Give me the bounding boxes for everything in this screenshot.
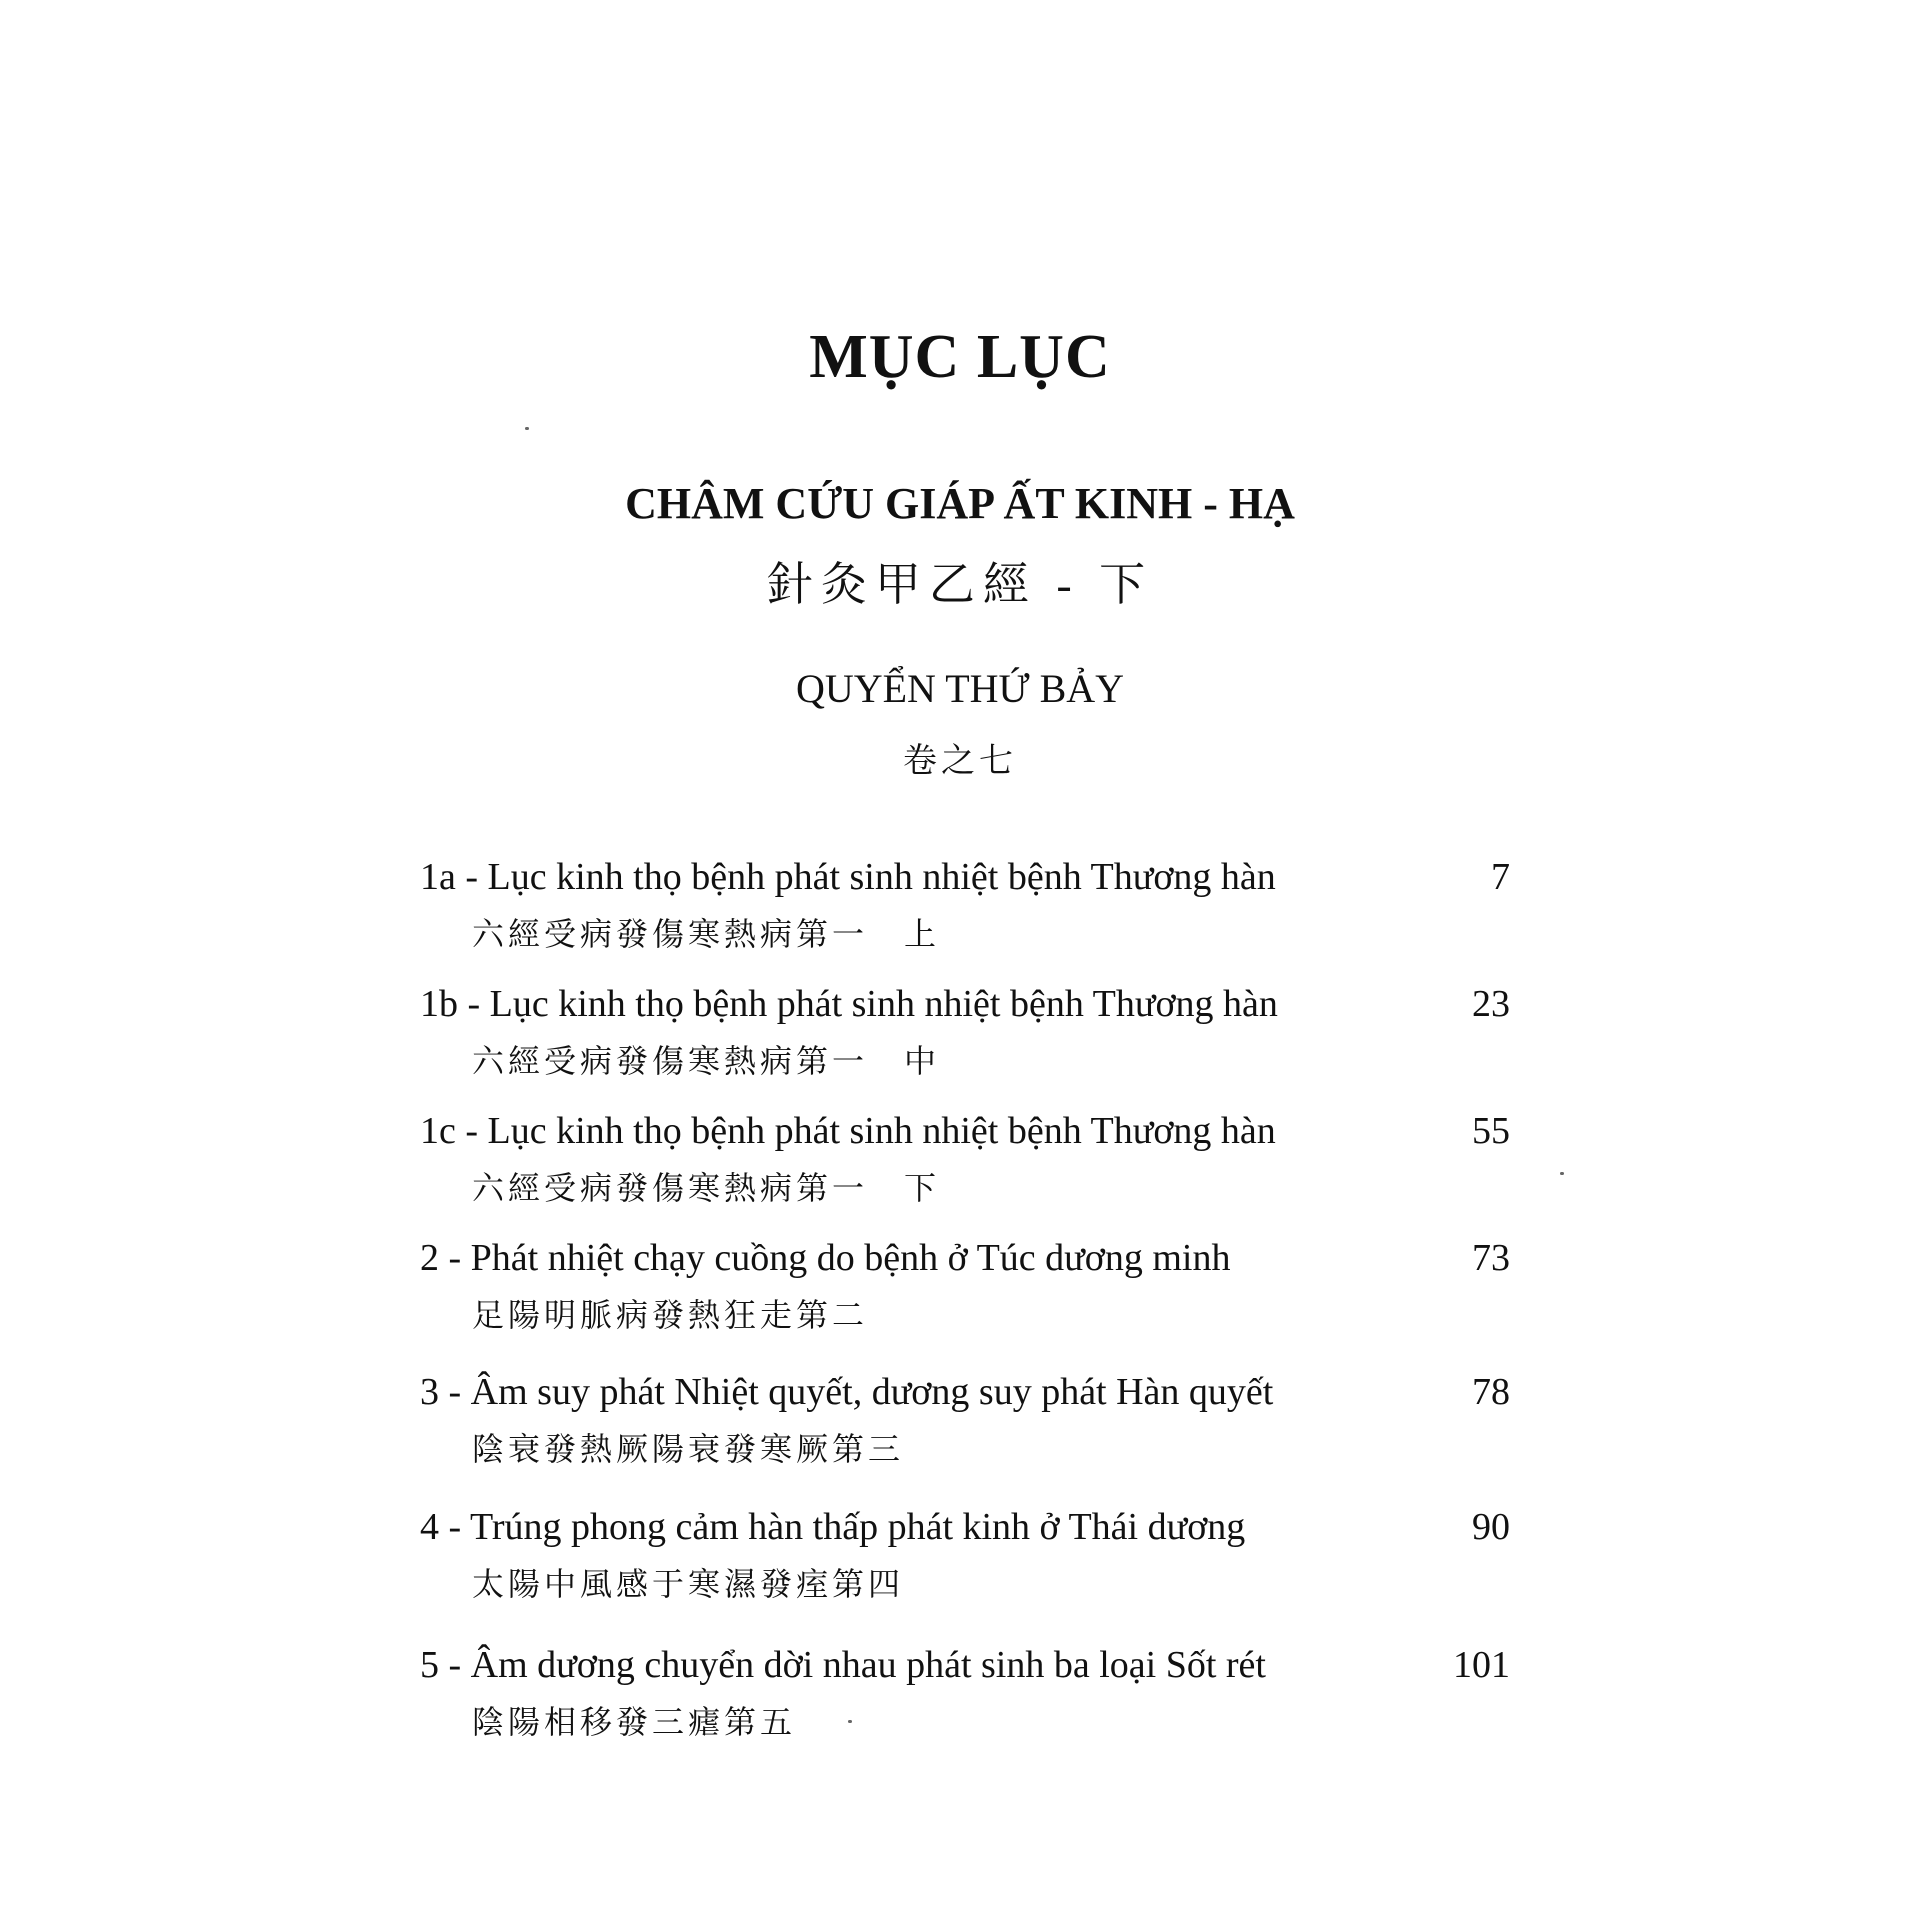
toc-entry-title: 5 - Âm dương chuyển dời nhau phát sinh ba loại Sốt rét <box>420 1644 1266 1686</box>
scan-speck <box>525 427 529 430</box>
toc-entry[interactable] <box>420 1367 1510 1471</box>
toc-entry[interactable] <box>420 979 1510 1083</box>
toc-entry-title: 1c - Lục kinh thọ bệnh phát sinh nhiệt bệnh Thương hàn <box>420 1110 1276 1152</box>
book-title-chinese: 針灸甲乙經 - 下 <box>766 559 1154 610</box>
toc-entry-chinese-title: 陰陽相移發三瘧第五 <box>472 1704 797 1740</box>
toc-entry-page: 90 <box>1472 1506 1510 1548</box>
toc-entry-page: 7 <box>1491 856 1510 898</box>
toc-entry-title: 1a - Lục kinh thọ bệnh phát sinh nhiệt bệnh Thương hàn <box>420 856 1276 898</box>
toc-entry-chinese-title: 陰衰發熱厥陽衰發寒厥第三 <box>472 1431 905 1467</box>
toc-entry-page: 73 <box>1472 1237 1510 1279</box>
toc-entry[interactable] <box>420 1640 1510 1744</box>
toc-entry-chinese-title: 六經受病發傷寒熱病第一 中 <box>472 1043 941 1079</box>
toc-entry[interactable] <box>420 1106 1510 1210</box>
toc-entry-title: 2 - Phát nhiệt chạy cuồng do bệnh ở Túc dương minh <box>420 1237 1231 1279</box>
toc-entry[interactable] <box>420 1502 1510 1606</box>
toc-entry-chinese-title: 太陽中風感于寒濕發痓第四 <box>472 1566 905 1602</box>
toc-entry-chinese-title: 六經受病發傷寒熱病第一 下 <box>472 1170 941 1206</box>
toc-entry-page: 23 <box>1472 983 1510 1025</box>
book-title: CHÂM CỨU GIÁP ẤT KINH - HẠ <box>625 479 1295 528</box>
page-title: MỤC LỤC <box>809 323 1111 391</box>
volume-title-chinese: 卷之七 <box>903 743 1017 780</box>
toc-entry-page: 101 <box>1453 1644 1510 1686</box>
scan-speck <box>1560 1172 1564 1175</box>
toc-entry-chinese-title: 足陽明脈病發熱狂走第二 <box>472 1297 869 1333</box>
toc-entry-page: 55 <box>1472 1110 1510 1152</box>
scan-speck <box>848 1720 852 1723</box>
toc-entry-chinese-title: 六經受病發傷寒熱病第一 上 <box>472 916 941 952</box>
toc-entry[interactable] <box>420 852 1510 956</box>
toc-entry-title: 1b - Lục kinh thọ bệnh phát sinh nhiệt bệnh Thương hàn <box>420 983 1278 1025</box>
volume-title: QUYỂN THỨ BẢY <box>795 666 1125 711</box>
toc-entry-title: 3 - Âm suy phát Nhiệt quyết, dương suy phát Hàn quyết <box>420 1371 1274 1413</box>
toc-entry[interactable] <box>420 1233 1510 1337</box>
toc-entry-title: 4 - Trúng phong cảm hàn thấp phát kinh ở Thái dương <box>420 1506 1246 1548</box>
toc-entry-page: 78 <box>1472 1371 1510 1413</box>
